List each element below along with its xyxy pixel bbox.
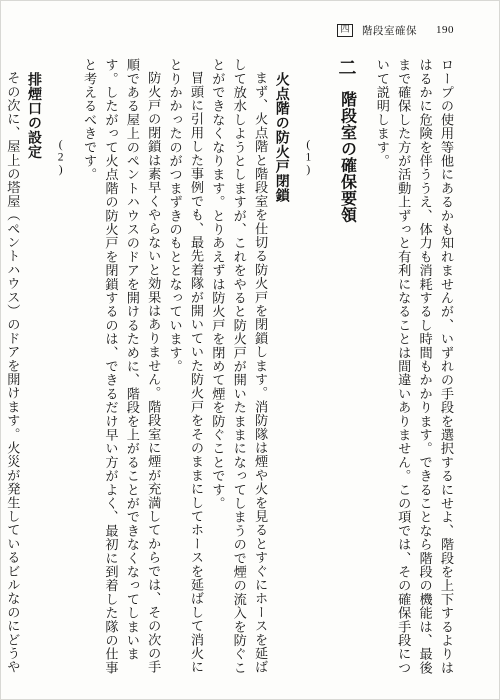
subsection-1-paragraph-1: まず、火点階と階段室を仕切る防火戸を閉鎖します。消防隊は煙や火を見るとすぐにホースを延ばして放水しようとしますが、これをやると防火戸が開いたままになってしまうので煙の流入を防ぐことができなくなります。とりあえずは防火戸を閉めて煙を防ぐことです。 — [209, 58, 268, 675]
page-number: 190 — [436, 24, 454, 36]
chapter-mark: 四 — [337, 24, 353, 37]
subsection-1-number: (1) — [302, 138, 315, 176]
intro-paragraph: ロープの使用等他にあるかも知れませんが、いずれの手段を選択するにせよ、階段を上下するよりははるかに危険を伴ううえ、体力も消耗するし時間もかかります。できることなら階段の機能は、最後まで確保した方が活動上ずっと有利になることは間違いありません。この項では、その確保手段について説明します。 — [373, 58, 453, 675]
running-header — [337, 20, 454, 40]
subsection-1-paragraph-2: 冒頭に引用した事例でも、最先着隊が開いていた防火戸をそのままにしてホースを延ばして消火にとりかかったのがつまずきのもととなっています。 — [166, 58, 203, 674]
subsection-1-paragraph-3: 防火戸の閉鎖は素早くやらないと効果はありません。階段室に煙が充満してからでは、その次の手順である屋上のペントハウスのドアを開けるために、階段を上がることができなくなってしまいます。したがって火点階の防火戸を閉鎖するのは、できるだけ早い方がよく、最初に到着した隊の仕事と考えるべきです。 — [81, 58, 161, 675]
subsection-2-paragraph-1: その次に、屋上の塔屋（ペントハウス）のドアを開けます。火災が発生しているビルなのにどうや — [4, 71, 20, 674]
section-heading — [331, 58, 360, 680]
section-title: 階段室の確保要領 — [338, 90, 358, 223]
subsection-2-title: 排煙口の設定 — [26, 72, 43, 159]
chapter-title: 階段室確保 — [362, 24, 417, 37]
subsection-1-title: 火点階の防火戸閉鎖 — [273, 72, 290, 203]
section-number: 二 — [335, 58, 357, 77]
subsection-2-number: (2) — [54, 138, 67, 176]
vertical-text-body — [4, 58, 456, 680]
